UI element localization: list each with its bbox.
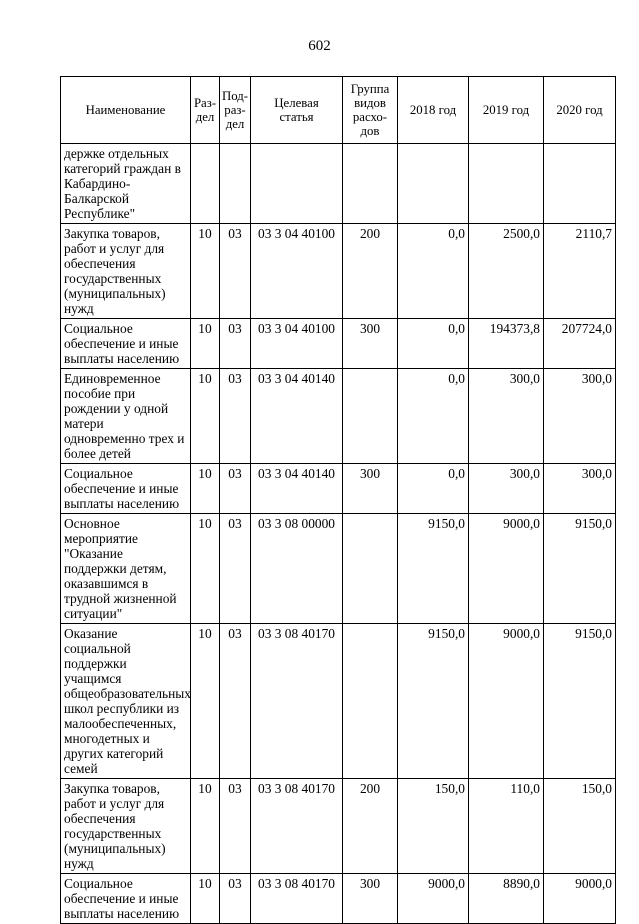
row-subsection: 03 <box>220 369 251 464</box>
row-group: 300 <box>343 464 398 514</box>
row-subsection: 03 <box>220 224 251 319</box>
row-2020: 9000,0 <box>544 874 616 924</box>
row-2019: 300,0 <box>469 464 544 514</box>
row-group: 300 <box>343 319 398 369</box>
row-2020: 207724,0 <box>544 319 616 369</box>
row-2019 <box>469 144 544 224</box>
row-target <box>251 144 343 224</box>
row-2019: 300,0 <box>469 369 544 464</box>
row-group <box>343 369 398 464</box>
page-number: 602 <box>308 38 331 54</box>
row-subsection: 03 <box>220 319 251 369</box>
row-target: 03 3 08 00000 <box>251 514 343 624</box>
row-name: Единовременное пособие при рождении у одной матери одновременно трех и более детей <box>61 369 191 464</box>
row-group: 300 <box>343 874 398 924</box>
row-2020: 300,0 <box>544 369 616 464</box>
table-row <box>61 224 616 319</box>
header-2018: 2018 год <box>398 77 469 144</box>
table-row <box>61 624 616 779</box>
row-target: 03 3 04 40140 <box>251 369 343 464</box>
row-2018: 0,0 <box>398 369 469 464</box>
header-target: Целевая статья <box>251 77 343 144</box>
row-subsection: 03 <box>220 779 251 874</box>
row-name: Закупка товаров, работ и услуг для обеспечения государственных (муниципальных) нужд <box>61 779 191 874</box>
row-2019: 110,0 <box>469 779 544 874</box>
table-row <box>61 369 616 464</box>
row-target: 03 3 08 40170 <box>251 779 343 874</box>
row-section: 10 <box>191 369 220 464</box>
row-2020: 9150,0 <box>544 514 616 624</box>
table-header-row <box>61 77 616 144</box>
row-name: Социальное обеспечение и иные выплаты населению <box>61 874 191 924</box>
row-name: Социальное обеспечение и иные выплаты населению <box>61 319 191 369</box>
row-name: Оказание социальной поддержки учащимся общеобразовательных школ республики из малообеспеченных, многодетных и других категорий семей <box>61 624 191 779</box>
row-target: 03 3 08 40170 <box>251 874 343 924</box>
budget-table <box>60 76 616 924</box>
row-section: 10 <box>191 624 220 779</box>
row-2019: 9000,0 <box>469 624 544 779</box>
row-group: 200 <box>343 224 398 319</box>
row-2019: 9000,0 <box>469 514 544 624</box>
row-2020: 300,0 <box>544 464 616 514</box>
table-row <box>61 779 616 874</box>
row-name: держке отдельных категорий граждан в Кабардино-Балкарской Республике" <box>61 144 191 224</box>
table-row <box>61 319 616 369</box>
row-section: 10 <box>191 779 220 874</box>
row-section: 10 <box>191 514 220 624</box>
table-row <box>61 144 616 224</box>
row-2018: 9000,0 <box>398 874 469 924</box>
row-2018: 0,0 <box>398 319 469 369</box>
row-2020 <box>544 144 616 224</box>
header-subsection: Под- раз- дел <box>220 77 251 144</box>
table-row <box>61 874 616 924</box>
row-2018: 0,0 <box>398 464 469 514</box>
row-2019: 8890,0 <box>469 874 544 924</box>
row-2018: 9150,0 <box>398 514 469 624</box>
row-2019: 2500,0 <box>469 224 544 319</box>
header-2020: 2020 год <box>544 77 616 144</box>
row-group <box>343 144 398 224</box>
row-target: 03 3 04 40100 <box>251 319 343 369</box>
row-target: 03 3 04 40140 <box>251 464 343 514</box>
table-row <box>61 514 616 624</box>
table-row <box>61 464 616 514</box>
row-group: 200 <box>343 779 398 874</box>
row-2018 <box>398 144 469 224</box>
row-2020: 9150,0 <box>544 624 616 779</box>
row-section: 10 <box>191 874 220 924</box>
row-section: 10 <box>191 224 220 319</box>
row-group <box>343 514 398 624</box>
header-group: Группа видов расхо- дов <box>343 77 398 144</box>
row-target: 03 3 08 40170 <box>251 624 343 779</box>
header-section: Раз- дел <box>191 77 220 144</box>
row-subsection: 03 <box>220 464 251 514</box>
row-2018: 0,0 <box>398 224 469 319</box>
row-group <box>343 624 398 779</box>
row-name: Закупка товаров, работ и услуг для обеспечения государственных (муниципальных) нужд <box>61 224 191 319</box>
row-2018: 150,0 <box>398 779 469 874</box>
row-2018: 9150,0 <box>398 624 469 779</box>
row-subsection <box>220 144 251 224</box>
row-section: 10 <box>191 319 220 369</box>
row-subsection: 03 <box>220 624 251 779</box>
row-name: Социальное обеспечение и иные выплаты населению <box>61 464 191 514</box>
row-name: Основное мероприятие "Оказание поддержки детям, оказавшимся в трудной жизненной ситуации" <box>61 514 191 624</box>
row-section <box>191 144 220 224</box>
row-subsection: 03 <box>220 874 251 924</box>
header-2019: 2019 год <box>469 77 544 144</box>
row-2020: 2110,7 <box>544 224 616 319</box>
header-name: Наименование <box>61 77 191 144</box>
row-subsection: 03 <box>220 514 251 624</box>
row-section: 10 <box>191 464 220 514</box>
row-target: 03 3 04 40100 <box>251 224 343 319</box>
row-2019: 194373,8 <box>469 319 544 369</box>
row-2020: 150,0 <box>544 779 616 874</box>
